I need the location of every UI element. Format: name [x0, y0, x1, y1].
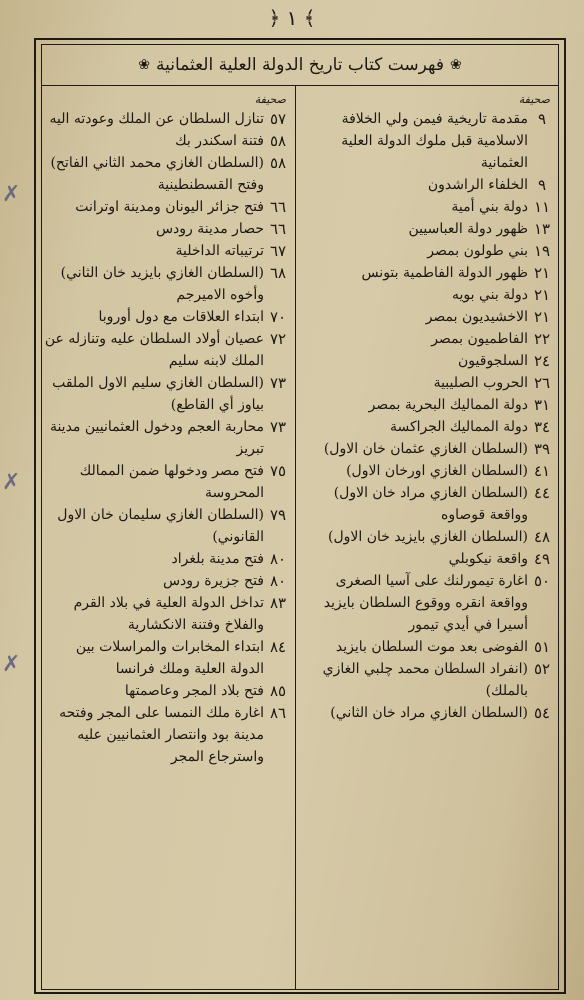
index-entry [300, 328, 556, 350]
entry-page-number: ٥٨ [269, 132, 287, 150]
entry-page-number: ٧٥ [269, 462, 287, 480]
index-entry [300, 504, 556, 526]
index-entry [44, 262, 292, 306]
index-entry [300, 702, 556, 724]
entry-title: (السلطان الغازي مراد خان الثاني) [330, 705, 528, 721]
entry-title: دولة المماليك البحرية بمصر [368, 397, 528, 413]
index-entry [44, 702, 292, 768]
index-entry [44, 218, 292, 240]
entry-title: وواقعة قوصاوه [441, 507, 528, 523]
entry-title: حصار مدينة رودس [155, 221, 264, 237]
index-entry [300, 526, 556, 548]
index-entry [44, 372, 292, 416]
entry-page-number: ٧٣ [269, 374, 287, 392]
left-column-rows [44, 108, 292, 768]
right-column [300, 92, 556, 724]
title-band [41, 44, 559, 86]
entry-title: (السلطان الغازي بايزيد خان الاول) [328, 529, 528, 545]
entry-page-number: ١١ [533, 198, 551, 216]
entry-title: محاربة العجم ودخول العثمانيين مدينة تبريز [49, 419, 264, 457]
index-entry [44, 328, 292, 372]
entry-page-number: ١٣ [533, 220, 551, 238]
page-number: ﴿ ١ ﴾ [268, 6, 316, 30]
entry-title: ابتداء المخابرات والمراسلات بين الدولة العلية وملك فرانسا [75, 639, 264, 677]
entry-page-number: ٢٦ [533, 374, 551, 392]
entry-page-number: ٤٨ [533, 528, 551, 546]
entry-title: فتح جزائر اليونان ومدينة اوترانت [75, 199, 264, 215]
index-entry [44, 570, 292, 592]
entry-title: عصيان أولاد السلطان عليه وتنازله عن الملك لابنه سليم [44, 331, 264, 369]
entry-title: (السلطان الغازي مراد خان الاول) [333, 485, 528, 501]
entry-title: السلجوقيون [458, 353, 528, 369]
entry-page-number: ٢١ [533, 264, 551, 282]
column-divider [295, 86, 296, 990]
index-entry [44, 504, 292, 548]
index-entry [300, 658, 556, 702]
entry-title: تداخل الدولة العلية في بلاد القرم والفلاخ وفتنة الانكشارية [73, 595, 264, 633]
entry-page-number: ٥٤ [533, 704, 551, 722]
index-entry [300, 372, 556, 394]
entry-title: بني طولون بمصر [427, 243, 528, 259]
entry-title: الاخشيديون بمصر [425, 309, 528, 325]
entry-title: فتح بلاد المجر وعاصمتها [124, 683, 264, 699]
entry-page-number: ٨٦ [269, 704, 287, 722]
entry-page-number: ٣٤ [533, 418, 551, 436]
entry-page-number: ٢١ [533, 286, 551, 304]
entry-page-number: ٢١ [533, 308, 551, 326]
entry-page-number: ٧٣ [269, 418, 287, 436]
entry-title: واقعة نيكوبلي [448, 551, 528, 567]
index-entry [44, 240, 292, 262]
index-entry [300, 636, 556, 658]
index-entry [44, 196, 292, 218]
entry-page-number: ١٩ [533, 242, 551, 260]
entry-title: دولة بني بويه [452, 287, 528, 303]
index-entry [44, 152, 292, 196]
index-entry [300, 416, 556, 438]
entry-page-number: ٢٤ [533, 352, 551, 370]
index-entry [44, 548, 292, 570]
index-entry [44, 306, 292, 328]
entry-page-number: ٦٨ [269, 264, 287, 282]
index-entry [300, 438, 556, 460]
entry-title: (السلطان الغازي عثمان خان الاول) [323, 441, 528, 457]
entry-title: دولة المماليك الجراكسة [389, 419, 528, 435]
entry-title: (السلطان الغازي سليمان خان الاول القانوني) [57, 507, 264, 545]
entry-page-number: ٥٧ [269, 110, 287, 128]
index-entry [300, 284, 556, 306]
entry-page-number: ٩ [537, 110, 547, 128]
entry-page-number: ٥٠ [533, 572, 551, 590]
entry-page-number: ٨٥ [269, 682, 287, 700]
entry-title: الفوضى بعد موت السلطان بايزيد [335, 639, 528, 655]
entry-title: (انفراد السلطان محمد چلبي الغازي بالملك) [322, 661, 528, 699]
entry-title: مقدمة تاريخية فيمن ولي الخلافة الاسلامية قبل ملوك الدولة العلية العثمانية [341, 111, 528, 171]
entry-title: الخلفاء الراشدون [427, 177, 528, 193]
index-entry [44, 460, 292, 504]
entry-title: فتح جزيرة رودس [162, 573, 264, 589]
margin-pencil-mark: ✗ [2, 470, 21, 495]
margin-pencil-mark: ✗ [2, 652, 21, 677]
entry-page-number: ٨٠ [269, 572, 287, 590]
index-entry [300, 306, 556, 328]
entry-page-number: ٦٦ [269, 198, 287, 216]
index-entry [300, 196, 556, 218]
entry-page-number: ٥٢ [533, 660, 551, 678]
index-entry [300, 350, 556, 372]
ornament-left-icon: ❀ [138, 56, 150, 73]
entry-title: (السلطان الغازي سليم الاول الملقب بياوز أي القاطع) [52, 375, 264, 413]
index-entry [300, 218, 556, 240]
index-entry [44, 130, 292, 152]
entry-page-number: ٣٩ [533, 440, 551, 458]
entry-page-number: ٥٨ [269, 154, 287, 172]
index-entry [300, 240, 556, 262]
entry-page-number: ٦٦ [269, 220, 287, 238]
index-entry [300, 570, 556, 636]
entry-title: تنازل السلطان عن الملك وعودته اليه [49, 111, 264, 127]
index-entry [44, 108, 292, 130]
entry-page-number: ٢٢ [533, 330, 551, 348]
entry-title: فتح مدينة بلغراد [171, 551, 264, 567]
entry-page-number: ٨٣ [269, 594, 287, 612]
entry-title: فتح مصر ودخولها ضمن الممالك المحروسة [79, 463, 264, 501]
index-entry [300, 548, 556, 570]
entry-page-number: ٧٠ [269, 308, 287, 326]
entry-title: ظهور دولة العباسيين [408, 221, 528, 237]
entry-page-number: ٦٧ [269, 242, 287, 260]
entry-page-number: ٤٤ [533, 484, 551, 502]
entry-title: (السلطان الغازي محمد الثاني الفاتح) وفتح القسطنطينية [50, 155, 264, 193]
entry-title: ترتيباته الداخلية [175, 243, 264, 259]
index-entry [300, 394, 556, 416]
entry-title: ابتداء العلاقات مع دول أوروبا [98, 309, 264, 325]
entry-title: (السلطان الغازي اورخان الاول) [346, 463, 528, 479]
entry-page-number: ٥١ [533, 638, 551, 656]
entry-page-number: ٨٤ [269, 638, 287, 656]
entry-page-number: ٨٠ [269, 550, 287, 568]
entry-title: الفاطميون بمصر [431, 331, 528, 347]
index-entry [300, 262, 556, 284]
index-entry [44, 416, 292, 460]
index-entry [300, 108, 556, 174]
column-header-left: صحيفة [254, 93, 286, 106]
entry-title: (السلطان الغازي بايزيد خان الثاني) وأخوه الاميرجم [60, 265, 264, 303]
entry-title: ظهور الدولة الفاطمية بتونس [361, 265, 528, 281]
index-entry [44, 680, 292, 702]
ornament-right-icon: ❀ [450, 56, 462, 73]
entry-title: اغارة تيمورلنك على آسيا الصغرى وواقعة انقره ووقوع السلطان بايزيد أسيرا في أيدي تيمور [323, 573, 528, 633]
index-entry [44, 636, 292, 680]
entry-page-number: ٣١ [533, 396, 551, 414]
entry-title: فتنة اسكندر بك [175, 133, 264, 149]
column-header-right: صحيفة [518, 93, 550, 106]
entry-title: دولة بني أمية [451, 199, 528, 215]
entry-page-number: ٤٩ [533, 550, 551, 568]
right-column-rows [300, 108, 556, 724]
entry-page-number: ٤١ [533, 462, 551, 480]
index-entry [300, 174, 556, 196]
entry-title: اغارة ملك النمسا على المجر وفتحه مدينة بود وانتصار العثمانيين عليه واسترجاع المجر [59, 705, 264, 765]
entry-page-number: ٧٢ [269, 330, 287, 348]
entry-page-number: ٧٩ [269, 506, 287, 524]
index-entry [300, 482, 556, 504]
margin-pencil-mark: ✗ [2, 182, 21, 207]
index-entry [44, 592, 292, 636]
left-column [44, 92, 292, 768]
index-entry [300, 460, 556, 482]
index-title: فهرست كتاب تاريخ الدولة العلية العثمانية [155, 54, 445, 75]
entry-page-number: ٩ [537, 176, 547, 194]
entry-title: الحروب الصليبية [433, 375, 528, 391]
